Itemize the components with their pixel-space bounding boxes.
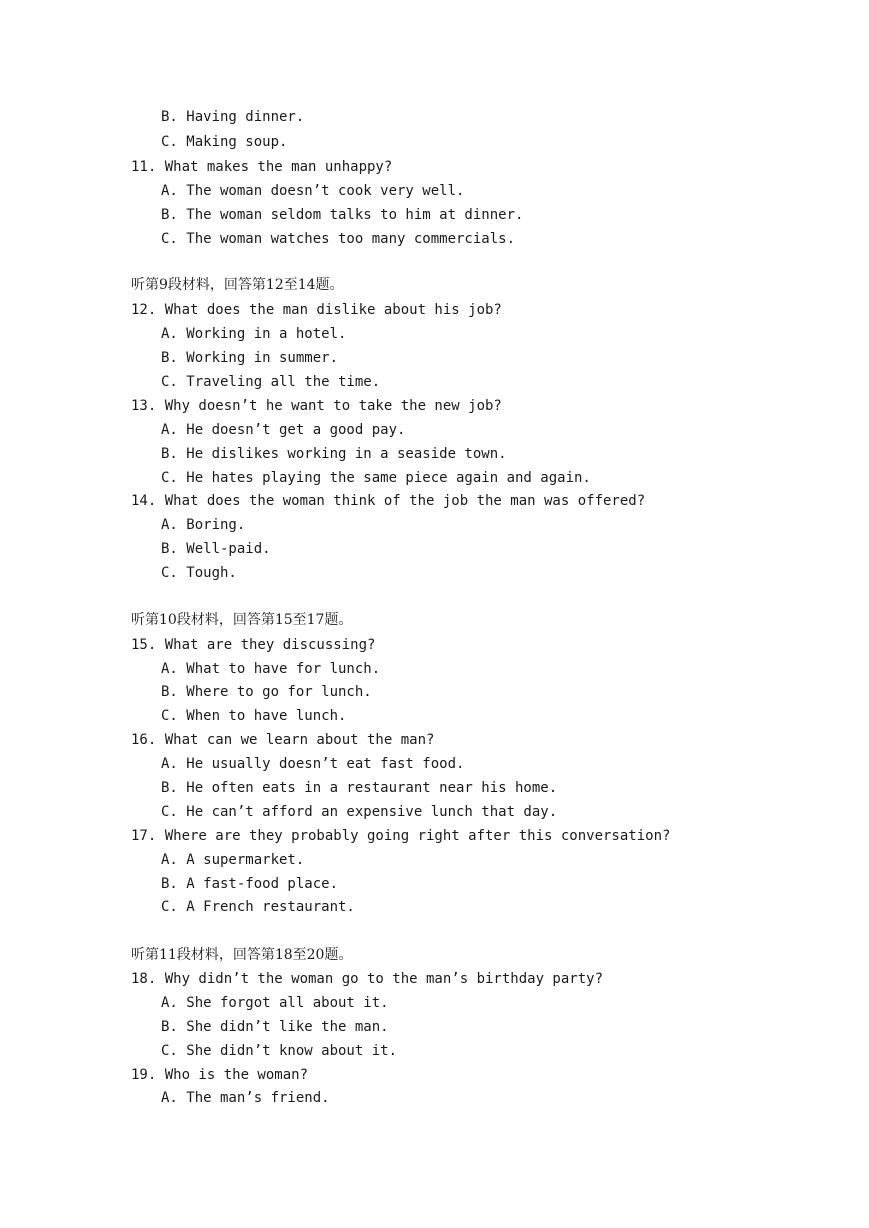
question-13: 13. Why doesn’t he want to take the new job? (131, 398, 502, 414)
option-b-q16: B. He often eats in a restaurant near his home. (161, 780, 558, 796)
option-b-q10: B. Having dinner. (161, 109, 305, 125)
option-c-q18: C. She didn’t know about it. (161, 1043, 398, 1059)
option-a-q14: A. Boring. (161, 517, 246, 533)
option-c-q17: C. A French restaurant. (161, 899, 355, 915)
option-b-q13: B. He dislikes working in a seaside town. (161, 446, 507, 462)
option-a-q18: A. She forgot all about it. (161, 995, 389, 1011)
question-17: 17. Where are they probably going right after this conversation? (131, 828, 671, 844)
option-a-q12: A. Working in a hotel. (161, 326, 347, 342)
option-b-q14: B. Well-paid. (161, 541, 271, 557)
option-b-q15: B. Where to go for lunch. (161, 684, 372, 700)
question-11: 11. What makes the man unhappy? (131, 159, 393, 175)
question-15: 15. What are they discussing? (131, 637, 376, 653)
section-header-10: 听第10段材料，回答第15至17题。 (131, 612, 353, 628)
option-c-q15: C. When to have lunch. (161, 708, 347, 724)
section-header-11: 听第11段材料，回答第18至20题。 (131, 947, 353, 963)
question-18: 18. Why didn’t the woman go to the man’s birthday party? (131, 971, 604, 987)
option-a-q13: A. He doesn’t get a good pay. (161, 422, 406, 438)
option-c-q16: C. He can’t afford an expensive lunch that day. (161, 804, 558, 820)
option-b-q11: B. The woman seldom talks to him at dinner. (161, 207, 524, 223)
option-c-q12: C. Traveling all the time. (161, 374, 381, 390)
option-b-q12: B. Working in summer. (161, 350, 339, 366)
option-a-q17: A. A supermarket. (161, 852, 305, 868)
option-a-q11: A. The woman doesn’t cook very well. (161, 183, 465, 199)
option-a-q15: A. What to have for lunch. (161, 661, 381, 677)
option-b-q18: B. She didn’t like the man. (161, 1019, 389, 1035)
option-a-q16: A. He usually doesn’t eat fast food. (161, 756, 465, 772)
option-a-q19: A. The man’s friend. (161, 1090, 330, 1106)
option-c-q13: C. He hates playing the same piece again and again. (161, 470, 591, 486)
question-19: 19. Who is the woman? (131, 1067, 309, 1083)
question-16: 16. What can we learn about the man? (131, 732, 435, 748)
option-c-q11: C. The woman watches too many commercials. (161, 231, 516, 247)
question-14: 14. What does the woman think of the job the man was offered? (131, 493, 646, 509)
option-c-q10: C. Making soup. (161, 134, 288, 150)
section-header-9: 听第9段材料，回答第12至14题。 (131, 277, 344, 293)
option-c-q14: C. Tough. (161, 565, 237, 581)
option-b-q17: B. A fast-food place. (161, 876, 339, 892)
question-12: 12. What does the man dislike about his job? (131, 302, 502, 318)
